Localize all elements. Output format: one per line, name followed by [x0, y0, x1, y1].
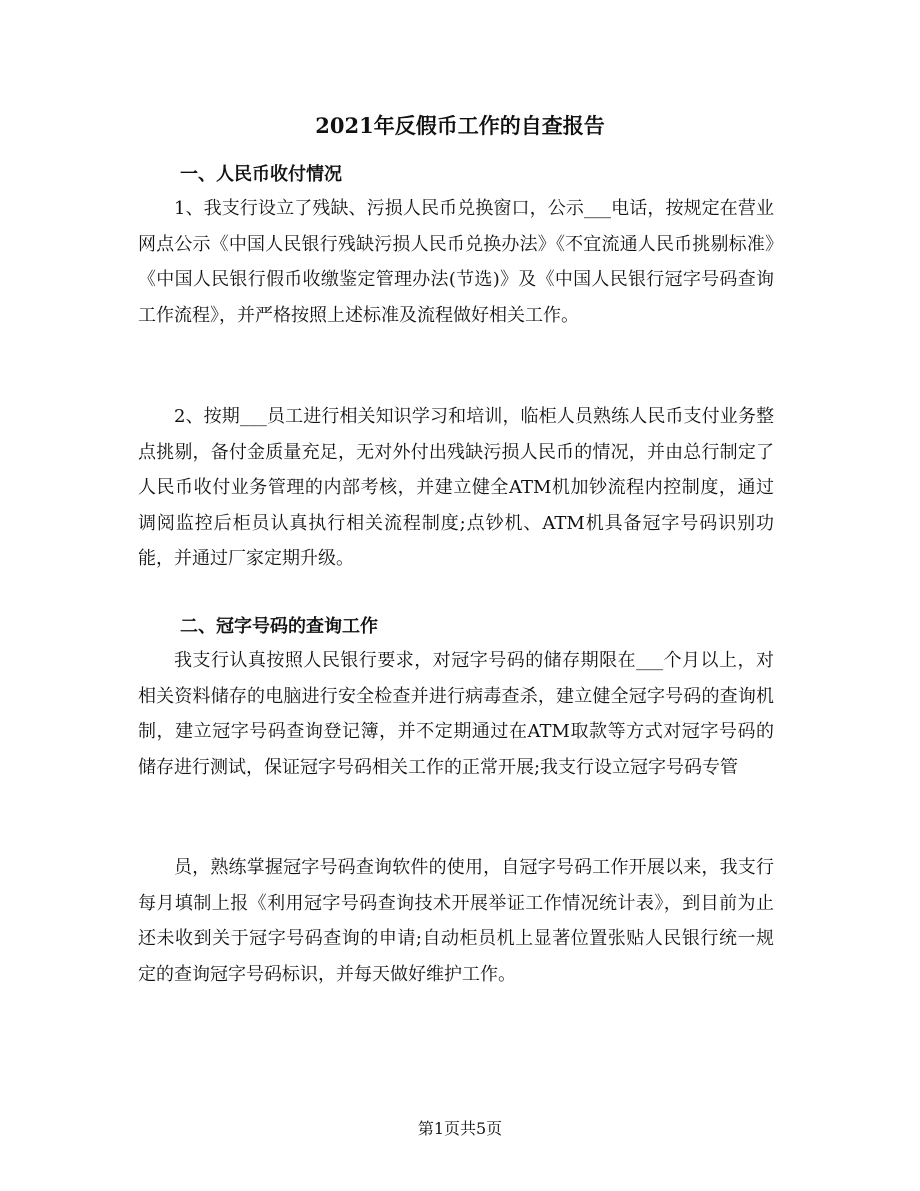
paragraph-1-1: 1、我支行设立了残缺、污损人民币兑换窗口，公示___电话，按规定在营业网点公示《中国人民银行残缺污损人民币兑换办法》《不宜流通人民币挑剔标准》《中国人民银行假币收缴鉴定管理办法(节选)》及《中国人民银行冠字号码查询工作流程》，并严格按照上述标准及流程做好相关工作。: [138, 198, 774, 326]
page-title: 2021年反假币工作的自查报告: [315, 113, 605, 138]
section-heading-2: 二、冠字号码的查询工作: [180, 616, 378, 637]
paragraph-2-1: 我支行认真按照人民银行要求，对冠字号码的储存期限在___个月以上，对相关资料储存的电脑进行安全检查并进行病毒查杀，建立健全冠字号码的查询机制，建立冠字号码查询登记簿，并不定期通过在ATM取款等方式对冠字号码的储存进行测试，保证冠字号码相关工作的正常开展;我支行设立冠字号码专管: [138, 650, 774, 778]
section-heading-1: 一、人民币收付情况: [180, 164, 342, 185]
page-number-footer: 第1页共5页: [417, 1119, 503, 1138]
paragraph-2-2: 员，熟练掌握冠字号码查询软件的使用，自冠字号码工作开展以来，我支行每月填制上报《利用冠字号码查询技术开展举证工作情况统计表》，到目前为止还未收到关于冠字号码查询的申请;自动柜员机上显著位置张贴人民银行统一规定的查询冠字号码标识，并每天做好维护工作。: [138, 857, 774, 985]
paragraph-1-2: 2、按期___员工进行相关知识学习和培训，临柜人员熟练人民币支付业务整点挑剔，备付金质量充足，无对外付出残缺污损人民币的情况，并由总行制定了人民币收付业务管理的内部考核，并建立健全ATM机加钞流程内控制度，通过调阅监控后柜员认真执行相关流程制度;点钞机、ATM机具备冠字号码识别功能，并通过厂家定期升级。: [138, 406, 774, 569]
